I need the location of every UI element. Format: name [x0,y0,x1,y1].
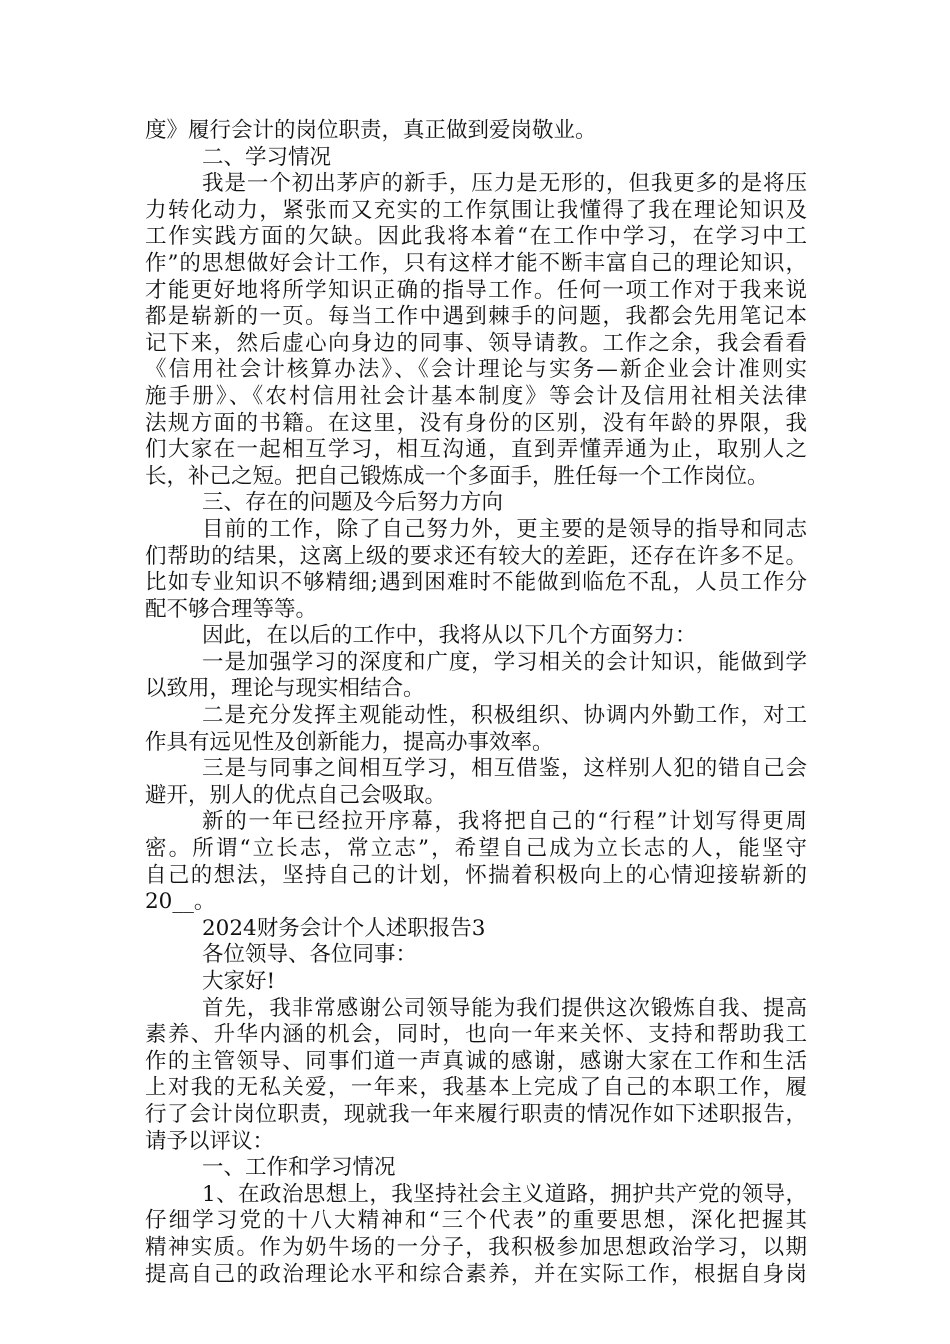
text-line: 都是崭新的一页。每当工作中遇到棘手的问题，我都会先用笔记本 [145,304,807,330]
text-line: 避开，别人的优点自己会吸取。 [145,782,447,808]
text-line: 们帮助的结果，这离上级的要求还有较大的差距，还存在许多不足。 [145,543,807,569]
text-line: 一是加强学习的深度和广度，学习相关的会计知识，能做到学 [202,649,807,675]
document-body [145,118,807,1288]
text-line: 自己的想法，坚持自己的计划，怀揣着积极向上的心情迎接崭新的 [145,862,807,888]
text-line: 仔细学习党的十八大精神和“三个代表”的重要思想，深化把握其 [145,1208,807,1234]
text-line: 提高自己的政治理论水平和综合素养，并在实际工作，根据自身岗 [145,1261,807,1287]
text-line: 密。所谓“立长志，常立志”，希望自己成为立长志的人，能坚守 [145,836,807,862]
text-line: 我是一个初出茅庐的新手，压力是无形的，但我更多的是将压 [202,171,807,197]
text-line: 大家好! [202,969,276,994]
text-line: 记下来，然后虚心向身边的同事、领导请教。工作之余，我会看看 [145,330,807,356]
text-line: 以致用，理论与现实相结合。 [145,676,425,702]
text-line: 施手册》、《农村信用社会计基本制度》等会计及信用社相关法律 [145,383,807,409]
text-line: 力转化动力，紧张而又充实的工作氛围让我懂得了我在理论知识及 [145,197,807,223]
text-line: 度》履行会计的岗位职责，真正做到爱岗敬业。 [145,118,597,143]
text-line: 素养、升华内涵的机会，同时，也向一年来关怀、支持和帮助我工 [145,1022,807,1048]
text-line: 首先，我非常感谢公司领导能为我们提供这次锻炼自我、提高 [202,995,807,1021]
text-line: 作的主管领导、同事们道一声真诚的感谢，感谢大家在工作和生活 [145,1048,807,1074]
text-line: 2024财务会计个人述职报告3 [202,915,486,941]
text-line: 请予以评议： [145,1128,275,1154]
text-line: 长，补己之短。把自己锻炼成一个多面手，胜任每一个工作岗位。 [145,463,769,489]
text-line: 精神实质。作为奶牛场的一分子，我积极参加思想政治学习，以期 [145,1234,807,1260]
text-line: 《信用社会计核算办法》、《会计理论与实务—新企业会计准则实 [145,357,807,383]
text-line: 作具有远见性及创新能力，提高办事效率。 [145,729,554,755]
text-line: 配不够合理等等。 [145,596,318,622]
text-line: 一、工作和学习情况 [202,1155,396,1181]
text-line: 二、学习情况 [202,144,332,170]
text-line: 三、存在的问题及今后努力方向 [202,490,504,516]
text-line: 才能更好地将所学知识正确的指导工作。任何一项工作对于我来说 [145,277,807,303]
text-line: 上对我的无私关爱，一年来，我基本上完成了自己的本职工作，履 [145,1075,807,1101]
text-line: 二是充分发挥主观能动性，积极组织、协调内外勤工作，对工 [202,703,807,729]
text-line: 因此，在以后的工作中，我将从以下几个方面努力： [202,623,697,649]
text-line: 工作实践方面的欠缺。因此我将本着“在工作中学习，在学习中工 [145,224,807,250]
text-line: 行了会计岗位职责，现就我一年来履行职责的情况作如下述职报告， [145,1101,807,1127]
text-line: 20__。 [145,889,216,915]
text-line: 各位领导、各位同事： [202,942,418,968]
text-line: 1、在政治思想上，我坚持社会主义道路，拥护共产党的领导， [202,1181,807,1207]
text-line: 三是与同事之间相互学习，相互借鉴，这样别人犯的错自己会 [202,756,807,782]
text-line: 作”的思想做好会计工作，只有这样才能不断丰富自己的理论知识， [145,250,807,276]
text-line: 比如专业知识不够精细;遇到困难时不能做到临危不乱，人员工作分 [145,570,807,596]
text-line: 们大家在一起相互学习，相互沟通，直到弄懂弄通为止，取别人之 [145,437,807,463]
text-line: 法规方面的书籍。在这里，没有身份的区别，没有年龄的界限，我 [145,410,807,436]
text-line: 新的一年已经拉开序幕，我将把自己的“行程”计划写得更周 [202,809,807,835]
text-line: 目前的工作，除了自己努力外，更主要的是领导的指导和同志 [202,516,807,542]
